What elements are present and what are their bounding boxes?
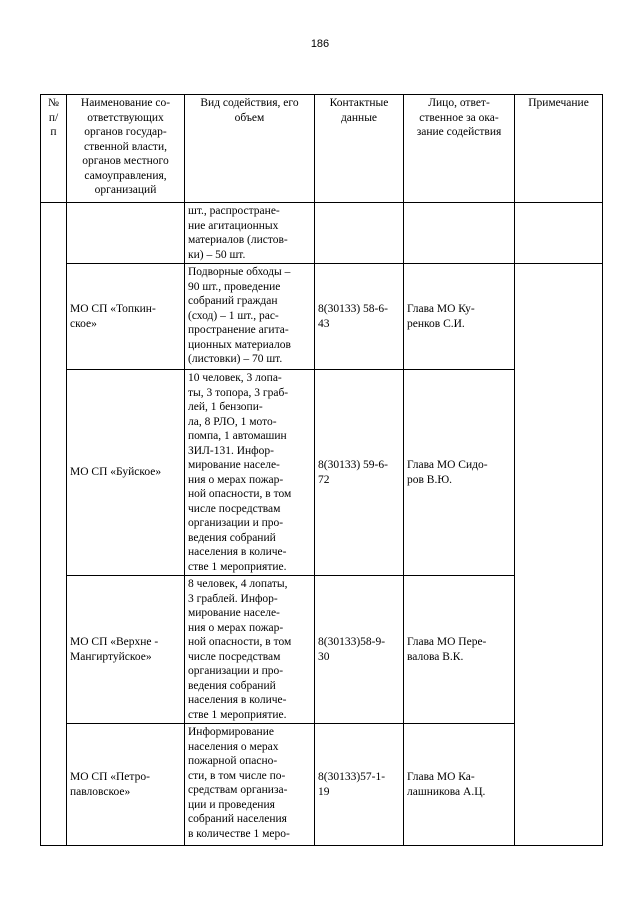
header-num: № п/ п xyxy=(41,95,67,203)
contact-cell: 8(30133)58-9- 30 xyxy=(315,576,404,724)
person-cell: Глава МО Сидо- ров В.Ю. xyxy=(404,370,515,576)
assistance-table xyxy=(40,94,603,846)
note-cell xyxy=(515,264,603,846)
assistance-cell: Информирование населения о мерах пожарной опасно- сти, в том числе по- средствам организа- ции и проведения собраний населения в количестве 1 меро- xyxy=(185,724,315,846)
person-cell: Глава МО Пере- валова В.К. xyxy=(404,576,515,724)
org-cell: МО СП «Петро- павловское» xyxy=(67,724,185,846)
org-cell: МО СП «Топкин- ское» xyxy=(67,264,185,370)
person-cell: Глава МО Ка- лашникова А.Ц. xyxy=(404,724,515,846)
page-number: 186 xyxy=(310,38,330,50)
contact-cell: 8(30133)57-1- 19 xyxy=(315,724,404,846)
person-cell: Глава МО Ку- ренков С.И. xyxy=(404,264,515,370)
header-note: Примечание xyxy=(515,95,603,203)
contact-cell: 8(30133) 59-6- 72 xyxy=(315,370,404,576)
table-row xyxy=(41,264,603,370)
assistance-cell: Подворные обходы – 90 шт., проведение собраний граждан (сход) – 1 шт., рас- пространение агита- ционных материалов (листовки) – 70 шт. xyxy=(185,264,315,370)
org-cell xyxy=(67,203,185,264)
contact-cell: 8(30133) 58-6- 43 xyxy=(315,264,404,370)
assistance-cell: шт., распростране- ние агитационных материалов (листов- ки) – 50 шт. xyxy=(185,203,315,264)
header-person: Лицо, ответ- ственное за ока- зание содействия xyxy=(404,95,515,203)
assistance-cell: 10 человек, 3 лопа- ты, 3 топора, 3 граб- лей, 1 бензопи- ла, 8 РЛО, 1 мото- помпа, 1 автомашин ЗИЛ-131. Инфор- мирование населе- ния о мерах пожар- ной опасности, в том числе посредствам организации и про- ведения собраний населения в количе- стве 1 мероприятие. xyxy=(185,370,315,576)
org-cell: МО СП «Буйское» xyxy=(67,370,185,576)
org-cell: МО СП «Верхне - Мангиртуйское» xyxy=(67,576,185,724)
table-row xyxy=(41,203,603,264)
header-assistance: Вид содействия, его объем xyxy=(185,95,315,203)
contact-cell xyxy=(315,203,404,264)
note-cell xyxy=(515,203,603,264)
header-contacts: Контактные данные xyxy=(315,95,404,203)
person-cell xyxy=(404,203,515,264)
num-cell xyxy=(41,203,67,846)
header-org: Наименование со- ответствующих органов государ- ственной власти, органов местного самоуправления, организаций xyxy=(67,95,185,203)
assistance-cell: 8 человек, 4 лопаты, 3 граблей. Инфор- мирование населе- ния о мерах пожар- ной опасности, в том числе посредствам организации и про- ведения собраний населения в количе- стве 1 мероприятие. xyxy=(185,576,315,724)
table-header-row xyxy=(41,95,603,203)
